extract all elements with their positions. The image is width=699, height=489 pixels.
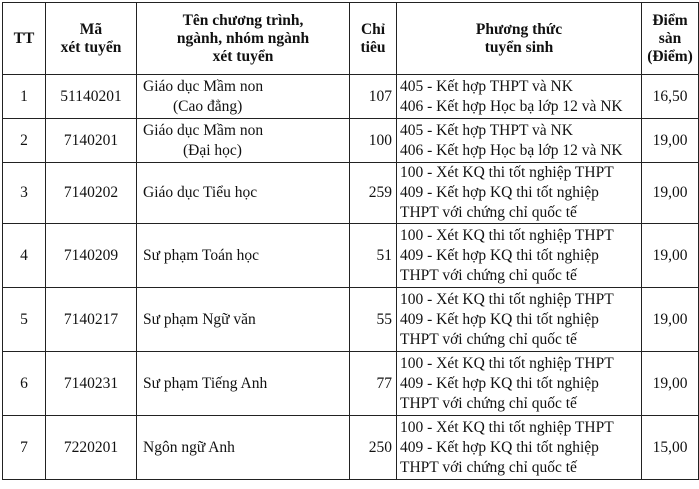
pt-line: 100 - Xét KQ thi tốt nghiệp THPT xyxy=(400,290,614,308)
header-ten-line: Tên chương trình, xyxy=(182,11,304,29)
pt-line: 406 - Kết hợp Học bạ lớp 12 và NK xyxy=(400,97,623,115)
pt-line: 100 - Xét KQ thi tốt nghiệp THPT xyxy=(400,418,614,436)
cell-diem: 19,00 xyxy=(642,352,699,416)
header-diem-line: Điểm xyxy=(652,11,688,29)
pt-line: 100 - Xét KQ thi tốt nghiệp THPT xyxy=(400,354,614,372)
cell-diem: 19,00 xyxy=(642,163,699,224)
cell-phuongthuc xyxy=(397,163,642,224)
cell-phuongthuc xyxy=(397,224,642,288)
cell-ten: Sư phạm Toán học xyxy=(137,224,350,288)
cell-phuongthuc xyxy=(397,119,642,163)
cell-ten xyxy=(137,119,350,163)
pt-line: 409 - Kết hợp KQ thi tốt nghiệp xyxy=(400,310,599,328)
pt-line: THPT với chứng chỉ quốc tế xyxy=(400,330,577,348)
cell-ma: 7220201 xyxy=(46,416,137,480)
cell-ma: 7140202 xyxy=(46,163,137,224)
table-row xyxy=(3,416,699,480)
cell-diem: 16,50 xyxy=(642,75,699,119)
header-tt: TT xyxy=(3,3,46,75)
cell-tt: 3 xyxy=(3,163,46,224)
cell-chitieu: 77 xyxy=(350,352,397,416)
cell-tt: 7 xyxy=(3,416,46,480)
cell-phuongthuc xyxy=(397,288,642,352)
cell-phuongthuc xyxy=(397,416,642,480)
header-ten-line: ngành, nhóm ngành xyxy=(176,29,310,47)
ten-line: (Cao đẳng) xyxy=(173,97,243,115)
table-row xyxy=(3,224,699,288)
header-pt-line: Phương thức xyxy=(475,20,563,38)
pt-line: THPT với chứng chỉ quốc tế xyxy=(400,266,577,284)
table-row xyxy=(3,163,699,224)
cell-phuongthuc xyxy=(397,75,642,119)
cell-ma: 7140209 xyxy=(46,224,137,288)
header-chitieu-line: Chỉ xyxy=(360,20,386,38)
cell-tt: 1 xyxy=(3,75,46,119)
pt-line: 409 - Kết hợp KQ thi tốt nghiệp xyxy=(400,438,599,456)
cell-ma: 7140201 xyxy=(46,119,137,163)
cell-ma: 51140201 xyxy=(46,75,137,119)
admission-table-container xyxy=(2,2,699,480)
cell-chitieu: 259 xyxy=(350,163,397,224)
cell-ten xyxy=(137,75,350,119)
pt-line: 405 - Kết hợp THPT và NK xyxy=(400,121,573,139)
header-ma-xet-tuyen xyxy=(46,3,137,75)
header-row xyxy=(3,3,699,75)
cell-chitieu: 55 xyxy=(350,288,397,352)
pt-line: THPT với chứng chỉ quốc tế xyxy=(400,394,577,412)
ten-line: Giáo dục Mầm non xyxy=(143,121,264,139)
cell-diem: 19,00 xyxy=(642,288,699,352)
admission-table xyxy=(2,2,699,480)
cell-diem: 19,00 xyxy=(642,119,699,163)
cell-diem: 15,00 xyxy=(642,416,699,480)
table-row xyxy=(3,75,699,119)
cell-tt: 4 xyxy=(3,224,46,288)
cell-ten: Sư phạm Tiếng Anh xyxy=(137,352,350,416)
pt-line: THPT với chứng chỉ quốc tế xyxy=(400,458,577,476)
cell-tt: 6 xyxy=(3,352,46,416)
pt-line: 406 - Kết hợp Học bạ lớp 12 và NK xyxy=(400,141,623,159)
cell-chitieu: 107 xyxy=(350,75,397,119)
cell-phuongthuc xyxy=(397,352,642,416)
header-diem-san xyxy=(642,3,699,75)
table-header xyxy=(3,3,699,75)
table-row xyxy=(3,288,699,352)
header-ma-line: Mã xyxy=(79,20,103,38)
cell-ma: 7140217 xyxy=(46,288,137,352)
pt-line: 100 - Xét KQ thi tốt nghiệp THPT xyxy=(400,164,614,181)
header-diem-line: (Điểm) xyxy=(647,47,693,65)
ten-line: (Đại học) xyxy=(183,141,242,159)
cell-chitieu: 51 xyxy=(350,224,397,288)
cell-tt: 5 xyxy=(3,288,46,352)
header-ma-line: xét tuyển xyxy=(60,38,122,56)
table-row xyxy=(3,352,699,416)
table-row xyxy=(3,119,699,163)
header-ten-chuong-trinh xyxy=(137,3,350,75)
header-chitieu-line: tiêu xyxy=(360,38,386,56)
pt-line: 409 - Kết hợp KQ thi tốt nghiệp xyxy=(400,374,599,392)
cell-chitieu: 250 xyxy=(350,416,397,480)
cell-chitieu: 100 xyxy=(350,119,397,163)
pt-line: 409 - Kết hợp KQ thi tốt nghiệp xyxy=(400,184,599,201)
header-ten-line: xét tuyển xyxy=(212,47,274,65)
header-chi-tieu xyxy=(350,3,397,75)
pt-line: 409 - Kết hợp KQ thi tốt nghiệp xyxy=(400,246,599,264)
pt-line: THPT với chứng chỉ quốc tế xyxy=(400,204,577,221)
ten-line: Giáo dục Mầm non xyxy=(143,77,264,95)
pt-line: 100 - Xét KQ thi tốt nghiệp THPT xyxy=(400,226,614,244)
header-phuong-thuc xyxy=(397,3,642,75)
cell-diem: 19,00 xyxy=(642,224,699,288)
pt-line: 405 - Kết hợp THPT và NK xyxy=(400,77,573,95)
table-body xyxy=(3,75,699,480)
header-pt-line: tuyển sinh xyxy=(484,38,554,56)
header-diem-line: sàn xyxy=(658,29,682,47)
cell-ten: Ngôn ngữ Anh xyxy=(137,416,350,480)
cell-ma: 7140231 xyxy=(46,352,137,416)
cell-ten: Sư phạm Ngữ văn xyxy=(137,288,350,352)
cell-ten: Giáo dục Tiểu học xyxy=(137,163,350,224)
cell-tt: 2 xyxy=(3,119,46,163)
